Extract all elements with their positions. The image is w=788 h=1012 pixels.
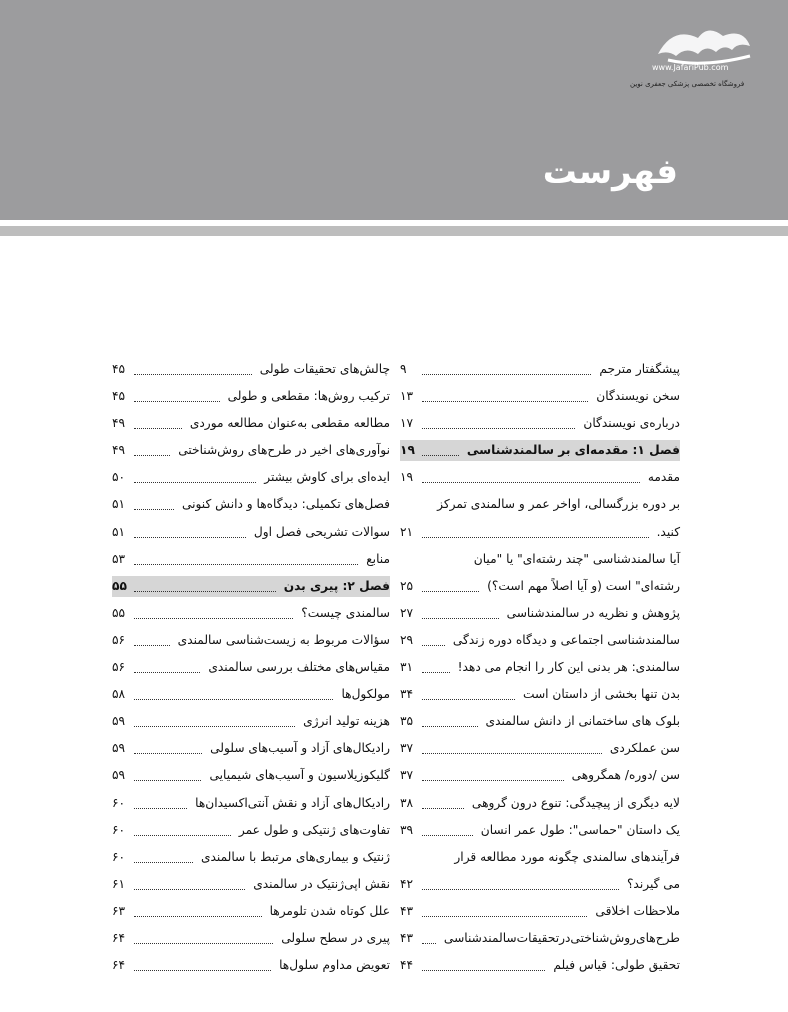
leader-dots bbox=[422, 589, 479, 592]
leader-dots bbox=[134, 426, 182, 429]
toc-entry bbox=[112, 735, 390, 762]
leader-dots bbox=[134, 616, 293, 619]
toc-page-number: ۵۹ bbox=[112, 768, 126, 783]
logo-tagline: فروشگاه تخصصی پزشکی جعفری نوین bbox=[630, 80, 745, 88]
toc-entry bbox=[400, 356, 680, 383]
toc-entry-label: رادیکال‌های آزاد و نقش آنتی‌اکسیدان‌ها bbox=[195, 795, 390, 810]
toc-entry-label: سالمندشناسی اجتماعی و دیدگاه دوره زندگی bbox=[452, 632, 680, 647]
leader-dots bbox=[134, 535, 246, 538]
toc-page-number: ۵۶ bbox=[112, 660, 126, 675]
toc-entry bbox=[112, 708, 390, 735]
leader-dots bbox=[422, 453, 459, 456]
toc-entry bbox=[112, 681, 390, 708]
toc-entry-label: سالمندی چیست؟ bbox=[301, 605, 390, 620]
toc-page-number: ۲۱ bbox=[400, 524, 414, 539]
toc-entry bbox=[112, 925, 390, 952]
toc-entry bbox=[400, 546, 680, 573]
leader-dots bbox=[134, 724, 295, 727]
leader-dots bbox=[422, 616, 499, 619]
leader-dots bbox=[422, 535, 649, 538]
toc-entry bbox=[112, 790, 390, 817]
leader-dots bbox=[134, 806, 187, 809]
toc-page-number: ۵۱ bbox=[112, 497, 126, 512]
toc-entry bbox=[400, 627, 680, 654]
toc-page-number: ۶۱ bbox=[112, 876, 126, 891]
toc-entry-label: فصل ۱: مقدمه‌ای بر سالمندشناسی bbox=[466, 443, 680, 458]
toc-chapter-row bbox=[112, 573, 390, 600]
toc-page-number: ۵۱ bbox=[112, 524, 126, 539]
toc-entry bbox=[400, 952, 680, 979]
leader-dots bbox=[134, 860, 193, 863]
toc-page-number: ۵۵ bbox=[112, 605, 126, 620]
toc-entry-label: کنید. bbox=[656, 524, 680, 539]
toc-page-number: ۲۵ bbox=[400, 578, 414, 593]
leader-dots bbox=[422, 372, 591, 375]
toc-entry-label: پیشگفتار مترجم bbox=[599, 362, 680, 376]
toc-entry bbox=[400, 383, 680, 410]
toc-page-number: ۵۹ bbox=[112, 714, 126, 729]
leader-dots bbox=[422, 914, 587, 917]
toc-entry bbox=[112, 519, 390, 546]
toc-entry-label: سؤالات مربوط به زیست‌شناسی سالمندی bbox=[177, 632, 390, 647]
toc-page-number: ۲۹ bbox=[400, 632, 414, 647]
toc-entry bbox=[400, 708, 680, 735]
toc-page-number: ۴۵ bbox=[112, 389, 126, 404]
toc-page-number: ۶۰ bbox=[112, 822, 126, 837]
toc-entry bbox=[112, 491, 390, 518]
leader-dots bbox=[134, 507, 174, 510]
toc-page-number: ۱۷ bbox=[400, 416, 414, 431]
leader-dots bbox=[422, 480, 640, 483]
leader-dots bbox=[134, 589, 276, 592]
toc-entry-label: علل کوتاه شدن تلومرها bbox=[269, 903, 390, 918]
toc-page-number: ۵۶ bbox=[112, 632, 126, 647]
toc-entry-label: نوآوری‌های اخیر در طرح‌های روش‌شناختی bbox=[178, 443, 390, 458]
toc-entry bbox=[112, 464, 390, 491]
toc-entry-label: فصل‌های تکمیلی: دیدگاه‌ها و دانش کنونی bbox=[181, 497, 390, 512]
toc-entry-label: ترکیب روش‌ها: مقطعی و طولی bbox=[227, 389, 390, 404]
toc-entry bbox=[400, 464, 680, 491]
toc-entry-label: سخن نویسندگان bbox=[596, 389, 680, 404]
toc-page-number: ۳۷ bbox=[400, 741, 414, 756]
toc-entry bbox=[400, 410, 680, 437]
toc-page-number: ۲۷ bbox=[400, 605, 414, 620]
toc-page-number: ۴۴ bbox=[400, 958, 414, 973]
toc-entry-label: گلیکوزیلاسیون و آسیب‌های شیمیایی bbox=[209, 768, 390, 783]
toc-page-number: ۴۵ bbox=[112, 362, 126, 376]
toc-entry-label: یک داستان "حماسی": طول عمر انسان bbox=[480, 822, 680, 837]
toc-entry-label: رشته‌ای" است (و آیا اصلاً مهم است؟) bbox=[487, 578, 680, 593]
toc-entry bbox=[400, 573, 680, 600]
toc-entry-label: مولکول‌ها bbox=[341, 687, 390, 702]
toc-page-number: ۵۰ bbox=[112, 470, 126, 485]
toc-page-number: ۴۲ bbox=[400, 876, 414, 891]
toc-entry-label: طرح‌های‌روش‌شناختی‌در‌تحقیقات‌سالمندشناسی bbox=[443, 930, 680, 945]
toc-entry bbox=[112, 898, 390, 925]
leader-dots bbox=[134, 968, 271, 971]
toc-entry-label: پژوهش و نظریه در سالمندشناسی bbox=[506, 605, 680, 620]
toc-page-number: ۳۵ bbox=[400, 714, 414, 729]
toc-entry-label: تفاوت‌های ژنتیکی و طول عمر bbox=[238, 822, 390, 837]
toc-entry-label: درباره‌ی نویسندگان bbox=[583, 416, 680, 431]
leader-dots bbox=[134, 697, 333, 700]
toc-entry bbox=[400, 790, 680, 817]
leader-dots bbox=[422, 751, 602, 754]
toc-entry-label: سن عملکردی bbox=[609, 741, 680, 756]
toc-page-number: ۱۹ bbox=[400, 443, 415, 458]
toc-page-number: ۳۱ bbox=[400, 660, 414, 675]
toc-entry-label: چالش‌های تحقیقات طولی bbox=[259, 362, 390, 376]
toc-entry bbox=[400, 681, 680, 708]
toc-entry bbox=[112, 627, 390, 654]
logo-url: www.JafariPub.com bbox=[652, 63, 729, 72]
toc-entry bbox=[112, 437, 390, 464]
toc-entry-label: ژنتیک و بیماری‌های مرتبط با سالمندی bbox=[200, 849, 390, 864]
leader-dots bbox=[422, 941, 436, 944]
toc-entry bbox=[400, 898, 680, 925]
toc-entry bbox=[400, 600, 680, 627]
leader-dots bbox=[422, 778, 564, 781]
toc-entry bbox=[400, 519, 680, 546]
toc-entry bbox=[112, 546, 390, 573]
toc-chapter-row bbox=[400, 437, 680, 464]
leader-dots bbox=[134, 670, 200, 673]
toc-entry-label: سوالات تشریحی فصل اول bbox=[253, 524, 390, 539]
leader-dots bbox=[134, 372, 252, 375]
header-divider bbox=[0, 226, 788, 236]
toc-page-number: ۴۹ bbox=[112, 416, 126, 431]
leader-dots bbox=[134, 778, 201, 781]
toc-entry-label: سالمندی: هر بدنی این کار را انجام می دهد! bbox=[457, 660, 680, 675]
toc-entry-label: می گیرند؟ bbox=[626, 876, 680, 891]
toc-page-number: ۴۳ bbox=[400, 903, 414, 918]
toc-entry-label: فرآیندهای سالمندی چگونه مورد مطالعه قرار bbox=[454, 849, 680, 864]
leader-dots bbox=[422, 643, 445, 646]
toc-column-right bbox=[400, 356, 680, 979]
toc-entry-label: مطالعه مقطعی به‌عنوان مطالعه موردی bbox=[189, 416, 390, 431]
toc-entry-label: ایده‌ای برای کاوش بیشتر bbox=[264, 470, 390, 485]
toc-entry bbox=[400, 871, 680, 898]
leader-dots bbox=[134, 562, 358, 565]
toc-entry-label: نقش اپی‌ژنتیک در سالمندی bbox=[253, 876, 390, 891]
page-title: فهرست bbox=[542, 152, 678, 192]
toc-entry bbox=[400, 735, 680, 762]
leader-dots bbox=[134, 941, 273, 944]
toc-page-number: ۴۹ bbox=[112, 443, 126, 458]
toc-entry-label: پیری در سطح سلولی bbox=[281, 930, 390, 945]
toc-entry bbox=[112, 762, 390, 789]
leader-dots bbox=[422, 968, 545, 971]
leader-dots bbox=[422, 399, 588, 402]
toc-page-number: ۶۳ bbox=[112, 903, 126, 918]
toc-entry bbox=[400, 654, 680, 681]
toc-page-number: ۳۸ bbox=[400, 795, 414, 810]
leader-dots bbox=[422, 670, 450, 673]
toc-entry-label: بر دوره بزرگسالی، اواخر عمر و سالمندی تمرکز bbox=[437, 497, 680, 512]
toc-page-number: ۵۹ bbox=[112, 741, 126, 756]
toc-page-number: ۱۳ bbox=[400, 389, 414, 404]
toc-entry-label: بدن تنها بخشی از داستان است bbox=[522, 687, 680, 702]
toc-page-number: ۵۳ bbox=[112, 551, 126, 566]
toc-column-left bbox=[112, 356, 390, 979]
toc-page-number: ۶۴ bbox=[112, 930, 126, 945]
toc-entry-label: تعویض مداوم سلول‌ها bbox=[279, 958, 390, 973]
toc-entry bbox=[112, 871, 390, 898]
toc-page-number: ۳۴ bbox=[400, 687, 414, 702]
toc-entry-label: بلوک های ساختمانی از دانش سالمندی bbox=[485, 714, 680, 729]
leader-dots bbox=[422, 833, 473, 836]
leader-dots bbox=[134, 751, 202, 754]
leader-dots bbox=[134, 887, 245, 890]
leader-dots bbox=[422, 887, 619, 890]
toc-entry bbox=[400, 762, 680, 789]
toc-page-number: ۶۴ bbox=[112, 958, 126, 973]
leader-dots bbox=[134, 480, 256, 483]
toc-entry-label: مقیاس‌های مختلف بررسی سالمندی bbox=[208, 660, 390, 675]
toc-entry bbox=[112, 817, 390, 844]
toc-entry-label: آیا سالمندشناسی "چند رشته‌ای" یا "میان bbox=[473, 551, 680, 566]
toc-entry bbox=[112, 654, 390, 681]
toc-entry bbox=[112, 600, 390, 627]
toc-entry-label: هزینه تولید انرژی bbox=[303, 714, 390, 729]
toc-entry bbox=[400, 925, 680, 952]
toc-entry bbox=[400, 817, 680, 844]
leader-dots bbox=[422, 426, 575, 429]
toc-page-number: ۱۹ bbox=[400, 470, 414, 485]
toc-entry-label: مقدمه bbox=[647, 470, 680, 485]
toc-entry bbox=[112, 383, 390, 410]
toc-entry-label: تحقیق طولی: قیاس فیلم bbox=[553, 958, 680, 973]
toc-entry-label: رادیکال‌های آزاد و آسیب‌های سلولی bbox=[210, 741, 390, 756]
toc-page-number: ۹ bbox=[400, 362, 407, 376]
toc-entry bbox=[112, 952, 390, 979]
toc-entry-label: ملاحظات اخلاقی bbox=[595, 903, 680, 918]
toc-page-number: ۵۵ bbox=[112, 578, 127, 593]
toc-page-number: ۶۰ bbox=[112, 795, 126, 810]
toc-entry bbox=[400, 844, 680, 871]
toc-page-number: ۴۳ bbox=[400, 930, 414, 945]
toc-entry-label: منابع bbox=[366, 551, 390, 566]
toc-page-number: ۳۹ bbox=[400, 822, 414, 837]
toc-entry-label: سن /دوره/ همگروهی bbox=[571, 768, 680, 783]
leader-dots bbox=[422, 806, 464, 809]
leader-dots bbox=[422, 697, 515, 700]
toc-entry bbox=[112, 356, 390, 383]
leader-dots bbox=[134, 833, 231, 836]
leader-dots bbox=[134, 643, 170, 646]
leader-dots bbox=[422, 724, 478, 727]
leader-dots bbox=[134, 399, 220, 402]
leader-dots bbox=[134, 914, 262, 917]
toc-entry bbox=[112, 410, 390, 437]
toc-entry-label: لایه دیگری از پیچیدگی: تنوع درون گروهی bbox=[471, 795, 680, 810]
toc-page-number: ۳۷ bbox=[400, 768, 414, 783]
toc-page-number: ۶۰ bbox=[112, 849, 126, 864]
toc-page-number: ۵۸ bbox=[112, 687, 126, 702]
toc-entry bbox=[112, 844, 390, 871]
toc-entry bbox=[400, 491, 680, 518]
toc-entry-label: فصل ۲: پیری بدن bbox=[283, 578, 390, 593]
leader-dots bbox=[134, 453, 170, 456]
